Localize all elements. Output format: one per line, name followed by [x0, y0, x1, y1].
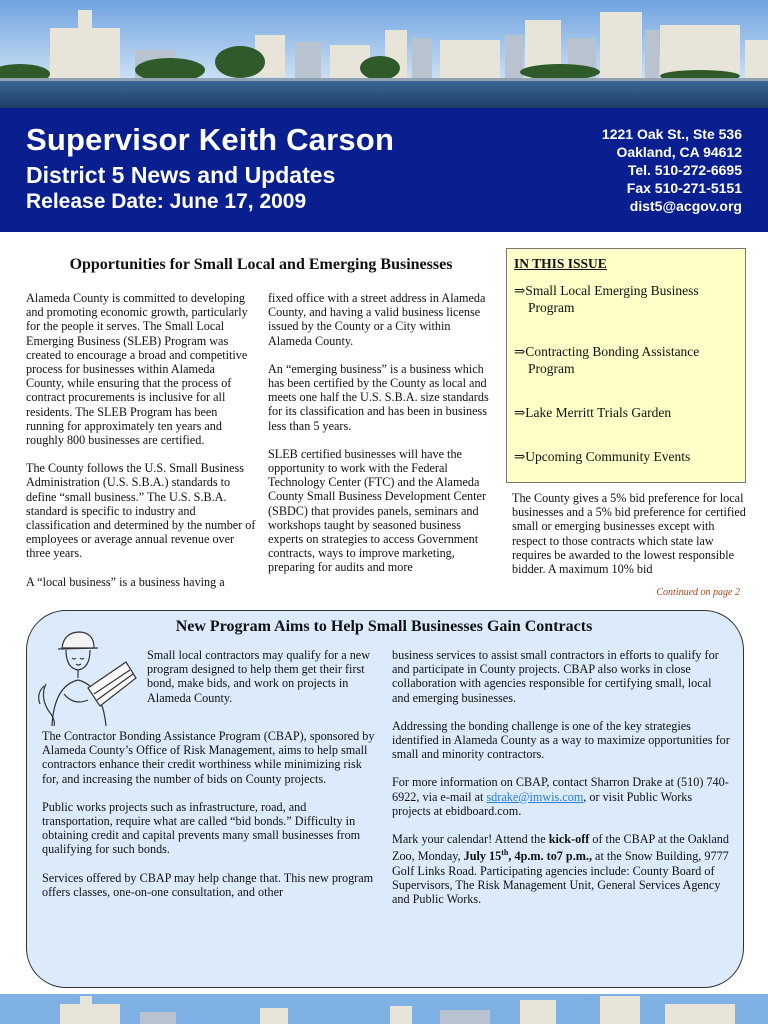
contact-city: Oakland, CA 94612	[616, 144, 742, 160]
issue-item-events[interactable]: ⇒Upcoming Community Events	[514, 449, 691, 464]
article-column-4	[42, 729, 377, 913]
article-title-sleb: Opportunities for Small Local and Emerging Businesses	[69, 256, 453, 273]
article-paragraph: The County gives a 5% bid preference for local businesses and a 5% bid preference for certified small or emerging businesses except with respect to those contracts which state law requires be awarded to the lowest responsible bidder. A maximum 10% bid	[512, 491, 746, 577]
continued-note: Continued on page 2	[656, 587, 740, 598]
event-date: July 15th, 4p.m. to7 p.m.,	[463, 848, 592, 864]
event-text: Mark your calendar! Attend the	[392, 832, 549, 847]
release-date: Release Date: June 17, 2009	[26, 190, 307, 213]
contact-phone: Tel. 510-272-6695	[627, 162, 742, 178]
article-paragraph: SLEB certified businesses will have the opportunity to work with the Federal Technology Center (FTC) and the Alameda County Small Business Development Center (SBDC) that provides panels, seminars and workshops taught by seasoned business experts on strategies to access Government contracts, ways to improve marketing, preparing for audits and more	[268, 446, 487, 575]
newsletter-subtitle: District 5 News and Updates	[26, 162, 336, 188]
issue-item-cbap[interactable]: ⇒Contracting Bonding Assistance Program	[514, 344, 700, 376]
contact-fax: Fax 510-271-5151	[626, 180, 742, 196]
article-paragraph: Public works projects such as infrastructure, road, and transportation, require what are called “bid bonds.” Difficulty in obtaining credit and capital prevents many small businesses from qualifying for such bonds.	[42, 799, 361, 857]
article-column-2	[268, 291, 496, 589]
article-paragraph: Alameda County is committed to developing and promoting economic growth, particularly for the people it serves. The Small Local Emerging Business (SLEB) Program was created to encourage a broad and competitive process for businesses within Alameda County, while ensuring that the process of contract procurements is inclusive for all residents. The SLEB Program has been running for approximately ten years and roughly 800 businesses are certified.	[26, 291, 248, 448]
event-text: at the Snow Building, 9777 Golf Links Road. Participating agencies include: County Board of Supervisors, The Risk Management Unit, General Services Agency and Public Works.	[392, 849, 729, 906]
article-title-cbap: New Program Aims to Help Small Businesses Gain Contracts	[175, 618, 593, 635]
article-column-5	[392, 648, 732, 920]
issue-item-garden[interactable]: ⇒Lake Merritt Trials Garden	[514, 405, 672, 420]
article-column-3	[512, 491, 748, 590]
article-paragraph: business services to assist small contractors in efforts to qualify for and participate in County projects. CBAP also works in close collaboration with agencies responsible for certifying small, local and emerging businesses.	[392, 648, 719, 705]
article-column-1	[26, 291, 256, 603]
newsletter-title: Supervisor Keith Carson	[26, 122, 395, 157]
event-text: of the CBAP at the Oakland Zoo, Monday,	[392, 832, 729, 864]
event-kickoff: kick-off	[548, 832, 590, 847]
newsletter-header	[0, 108, 768, 232]
article-intro	[147, 648, 375, 719]
info-text: For more information on CBAP, contact Sharron Drake at (510) 740-6922, via e-mail at	[392, 775, 729, 804]
email-link[interactable]: sdrake@imwis.com	[486, 789, 584, 804]
issue-item-sleb[interactable]: ⇒Small Local Emerging Business Program	[514, 283, 699, 315]
in-this-issue-heading: IN THIS ISSUE	[514, 256, 607, 271]
contractor-clipart-icon	[34, 624, 142, 734]
in-this-issue-box	[506, 248, 746, 483]
article-paragraph: An “emerging business” is a business which has been certified by the County as local and meets one half the U.S. S.B.A. size standards for its classification and has been in business less than 5 years.	[268, 361, 489, 433]
contact-address: 1221 Oak St., Ste 536	[601, 126, 742, 142]
event-paragraph	[392, 832, 732, 906]
contact-block	[502, 125, 742, 215]
skyline-banner-bottom	[0, 994, 768, 1024]
article-paragraph: Services offered by CBAP may help change that. This new program offers classes, one-on-one consultation, and other	[42, 870, 374, 899]
contact-info-paragraph	[392, 775, 732, 818]
info-text: , or visit Public Works projects at ebidboard.com.	[392, 789, 693, 818]
article-paragraph: A “local business” is a business having a	[26, 574, 225, 589]
article-paragraph: Small local contractors may qualify for a new program designed to help them get their first bond, make bids, and work on projects in Alameda County.	[147, 648, 371, 705]
skyline-banner-top	[0, 0, 768, 108]
article-paragraph: The Contractor Bonding Assistance Program (CBAP), sponsored by Alameda County’s Office of Risk Management, aims to help small contractors enhance their credit worthiness while minimizing risk for, and increasing the number of bids on County projects.	[42, 729, 375, 786]
article-paragraph: The County follows the U.S. Small Business Administration (U.S. S.B.A.) standards to define “small business.” The U.S. S.B.A. standard is specific to industry and classification and determined by the number of employees or average annual revenue over three years.	[26, 461, 256, 561]
article-paragraph: Addressing the bonding challenge is one of the key strategies identified in Alameda County as a way to maximize opportunities for small and minority contractors.	[392, 718, 730, 762]
article-paragraph: fixed office with a street address in Alameda County, and having a valid business license issued by the County or a City within Alameda County.	[268, 291, 486, 348]
contact-email[interactable]: dist5@acgov.org	[629, 198, 742, 214]
